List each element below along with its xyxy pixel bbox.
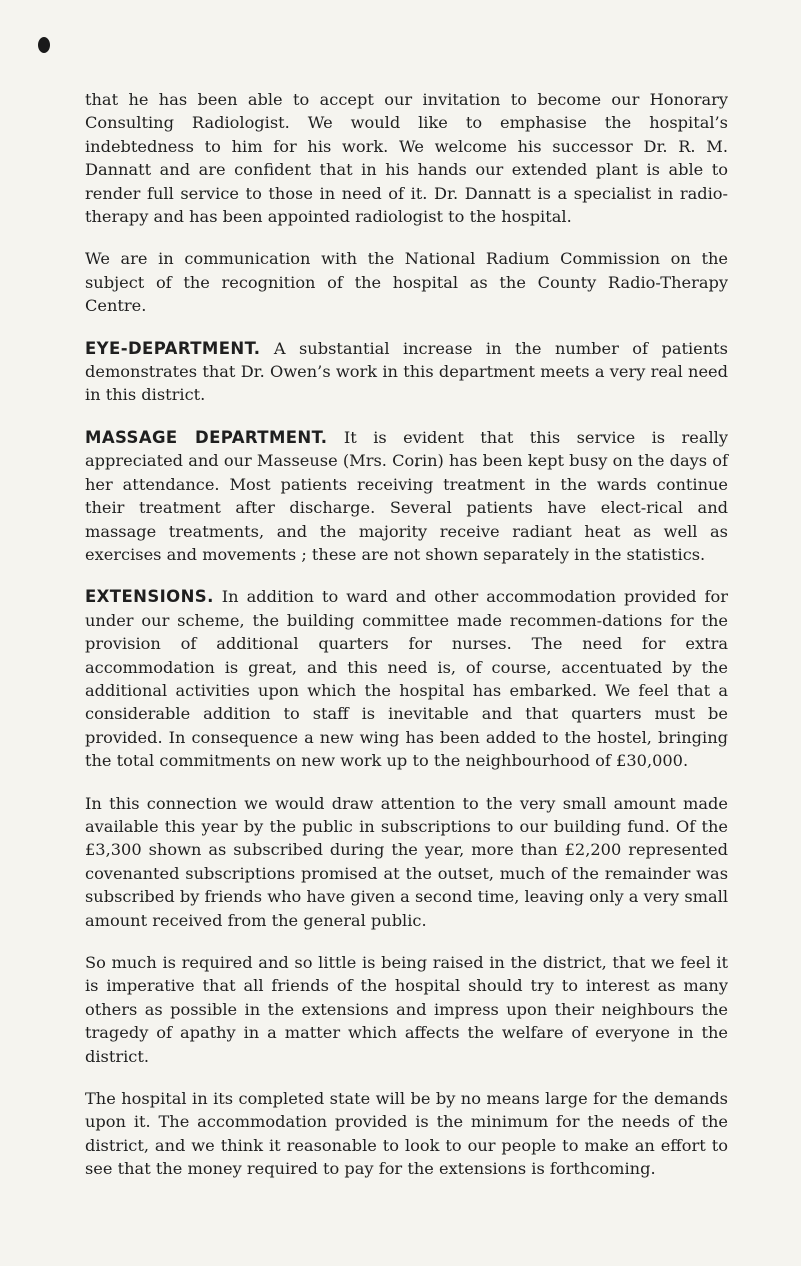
paragraph-text: A substantial increase in the number of patients demonstrates that Dr. Owen’s work in this department meets a very real need in this district. [85,338,728,405]
paragraph-text: It is evident that this service is really appreciated and our Masseuse (Mrs. Corin) has been kept busy on the days of her attendance. Most patients receiving treatment in the wards continue their treatment after discharge. Several patients have elect-rical and massage treatments, and the majority receive radiant heat as well as exercises and movements ; these are not shown separately in the statistics. [85,427,728,564]
paragraph-text: The hospital in its completed state will be by no means large for the demands upon it. The accommodation provided is the minimum for the needs of the district, and we think it reasonable to look to our people to make an effort to see that the money required to pay for the extensions is forthcoming. [85,1089,728,1179]
paragraph-extensions [85,585,728,772]
paragraph-text: In addition to ward and other accommodation provided for under our scheme, the building committee made recommen-dations for the provision of additional quarters for nurses. The need for extra accommodation is great, and this need is, of course, accentuated by the additional activities upon which the hospital has embarked. We feel that a considerable addition to staff is inevitable and that quarters must be provided. In consequence a new wing has been added to the hostel, bringing the total commitments on new work up to the neighbourhood of £30,000. [85,587,728,771]
paragraph-radium-commission [85,247,728,317]
paragraph-appeal [85,951,728,1068]
paragraph-text: We are in communication with the National Radium Commission on the subject of the recognition of the hospital as the County Radio-Therapy Centre. [85,249,728,316]
paragraph-massage-department [85,426,728,566]
punch-hole-mark [38,37,50,53]
paragraph-eye-department [85,337,728,407]
paragraph-text: In this connection we would draw attention to the very small amount made available this year by the public in subscriptions to our building fund. Of the £3,300 shown as subscribed during the year, more than £2,200 represented covenanted subscriptions promised at the outset, much of the remainder was subscribed by friends who have given a second time, leaving only a very small amount received from the general public. [85,793,729,930]
document-page [85,88,728,1200]
section-heading-massage-department: MASSAGE DEPARTMENT. [85,427,328,447]
section-heading-eye-department: EYE-DEPARTMENT. [85,338,261,358]
paragraph-text: So much is required and so little is being raised in the district, that we feel it is imperative that all friends of the hospital should try to interest as many others as possible in the extensions and impress upon their neighbours the tragedy of apathy in a matter which affects the welfare of everyone in the district. [85,953,728,1066]
paragraph-completed-state [85,1087,728,1181]
paragraph-building-fund [85,792,728,932]
paragraph-radiologist [85,88,728,228]
paragraph-text: that he has been able to accept our invitation to become our Honorary Consulting Radiologist. We would like to emphasise the hospital’s indebtedness to him for his work. We welcome his successor Dr. R. M. Dannatt and are confident that in his hands our extended plant is able to render full service to those in need of it. Dr. Dannatt is a specialist in radio-therapy and has been appointed radiologist to the hospital. [85,90,728,227]
section-heading-extensions: EXTENSIONS. [85,587,214,607]
